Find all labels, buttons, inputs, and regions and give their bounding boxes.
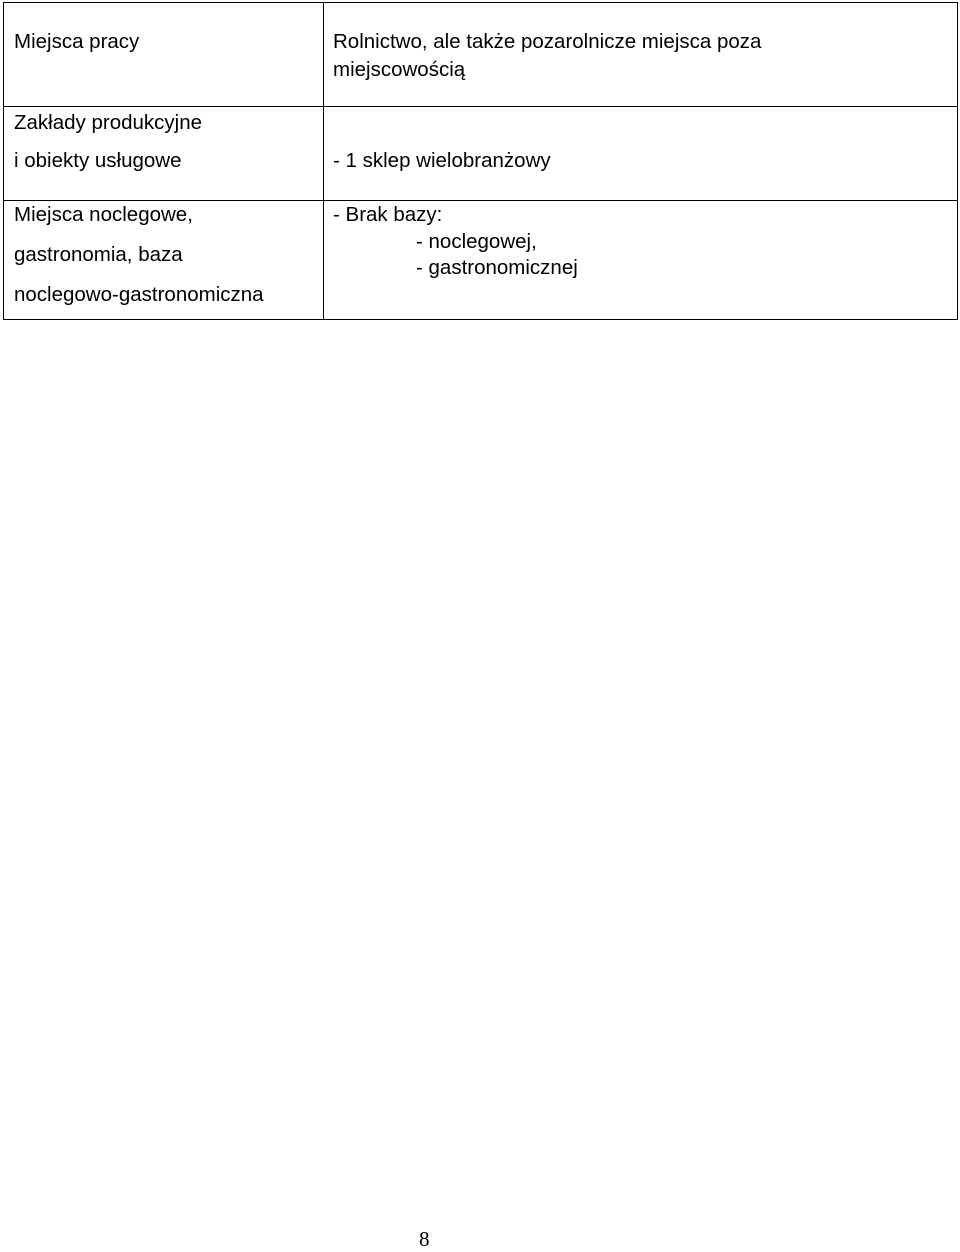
row-divider bbox=[4, 200, 957, 201]
row-value-shop: - 1 sklep wielobranżowy bbox=[333, 149, 551, 172]
row-label-accommodation-line-3: noclegowo-gastronomiczna bbox=[14, 283, 264, 306]
row-label-accommodation-line-2: gastronomia, baza bbox=[14, 243, 183, 266]
row-label-plants-line-2: i obiekty usługowe bbox=[14, 149, 182, 172]
row-value-work-places-line-2: miejscowością bbox=[333, 58, 466, 81]
row-divider bbox=[4, 106, 957, 107]
row-value-no-accommodation: - noclegowej, bbox=[416, 230, 537, 253]
row-value-no-base-heading: - Brak bazy: bbox=[333, 203, 443, 226]
row-label-plants-line-1: Zakłady produkcyjne bbox=[14, 111, 203, 134]
column-divider bbox=[323, 3, 324, 319]
row-value-work-places-line-1: Rolnictwo, ale także pozarolnicze miejsca poza bbox=[333, 30, 762, 53]
page-number: 8 bbox=[419, 1227, 430, 1251]
row-label-work-places: Miejsca pracy bbox=[14, 30, 140, 53]
row-label-accommodation-line-1: Miejsca noclegowe, bbox=[14, 203, 193, 226]
row-value-no-gastronomy: - gastronomicznej bbox=[416, 256, 578, 279]
